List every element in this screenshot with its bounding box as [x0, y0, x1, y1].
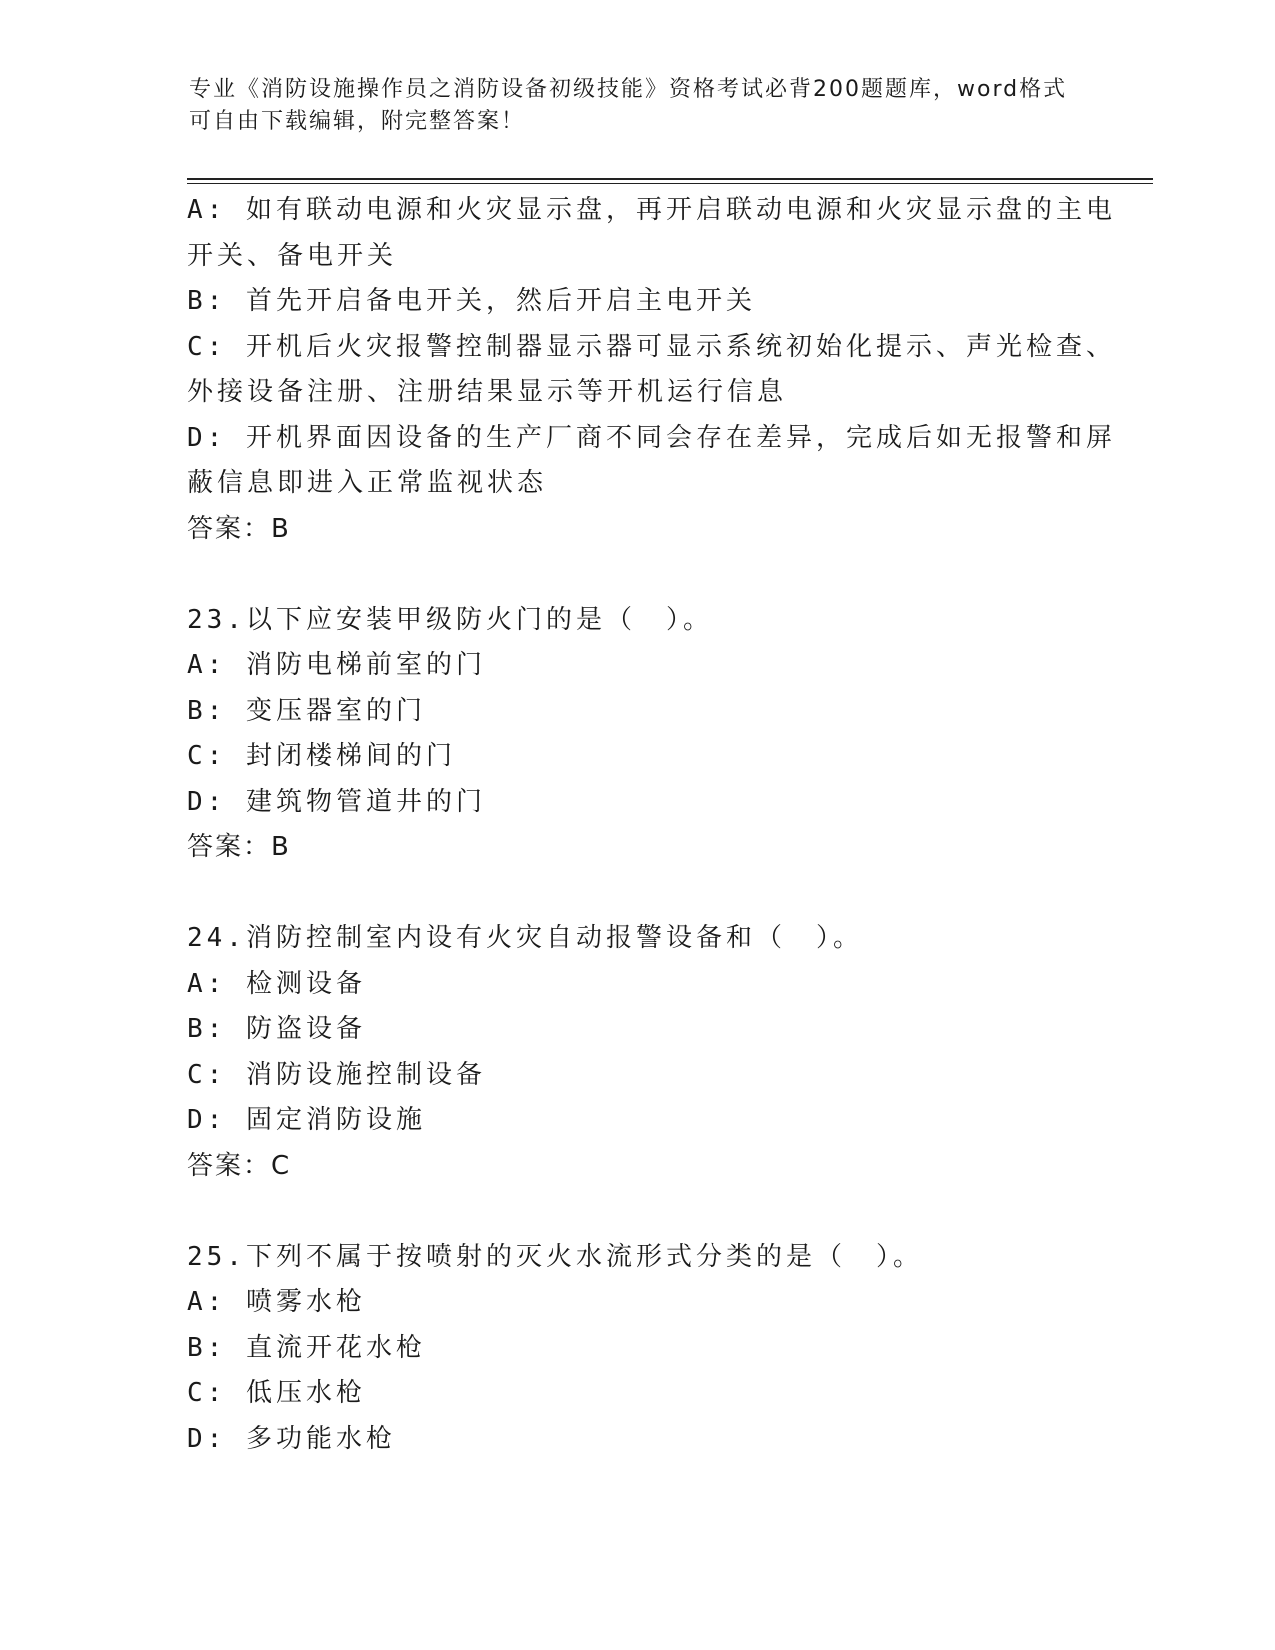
question-list — [187, 188, 1116, 1462]
option-a: A: 消防电梯前室的门 — [187, 650, 486, 680]
option-b: B: 首先开启备电开关，然后开启主电开关 — [187, 286, 756, 316]
option-a: A: 检测设备 — [187, 968, 366, 999]
question-text: 25.下列不属于按喷射的灭火水流形式分类的是（ ）。 — [187, 1241, 923, 1272]
header-divider-thick — [187, 178, 1153, 180]
option-a-line-2: 开关、备电开关 — [187, 240, 398, 271]
option-c-line-2: 外接设备注册、注册结果显示等开机运行信息 — [187, 377, 788, 407]
header-title: 专业《消防设施操作员之消防设备初级技能》资格考试必背200题题库，word格式可自由下载编辑，附完整答案！ — [189, 77, 1068, 134]
option-d-line-1: D: 开机界面因设备的生产厂商不同会存在差异，完成后如无报警和屏 — [187, 422, 1116, 453]
option-d: D: 多功能水枪 — [187, 1423, 396, 1454]
header-divider-thin — [187, 183, 1153, 184]
question-text: 23.以下应安装甲级防火门的是（ ）。 — [187, 604, 713, 635]
option-b: B: 直流开花水枪 — [187, 1332, 426, 1363]
option-c: C: 消防设施控制设备 — [187, 1059, 486, 1090]
document-header — [189, 74, 1069, 138]
option-c: C: 封闭楼梯间的门 — [187, 741, 456, 771]
option-c-line-1: C: 开机后火灾报警控制器显示器可显示系统初始化提示、声光检查、 — [187, 331, 1116, 362]
option-c: C: 低压水枪 — [187, 1378, 366, 1408]
question-22-block — [187, 188, 1116, 552]
option-a-line-1: A: 如有联动电源和火灾显示盘，再开启联动电源和火灾显示盘的主电 — [187, 195, 1116, 225]
spacer — [187, 871, 1087, 917]
spacer — [187, 1189, 1087, 1235]
question-text: 24.消防控制室内设有火灾自动报警设备和（ ）。 — [187, 923, 863, 953]
option-b: B: 防盗设备 — [187, 1014, 366, 1044]
question-23-block — [187, 598, 1087, 871]
answer: 答案：B — [187, 513, 291, 544]
option-d: D: 建筑物管道井的门 — [187, 786, 486, 817]
answer: 答案：C — [187, 1150, 292, 1181]
option-a: A: 喷雾水枪 — [187, 1287, 366, 1317]
question-25-block — [187, 1235, 1087, 1463]
option-d-line-2: 蔽信息即进入正常监视状态 — [187, 468, 548, 498]
question-24-block — [187, 916, 1087, 1189]
answer: 答案：B — [187, 832, 291, 862]
option-d: D: 固定消防设施 — [187, 1105, 426, 1135]
option-b: B: 变压器室的门 — [187, 695, 426, 726]
spacer — [187, 552, 1087, 598]
